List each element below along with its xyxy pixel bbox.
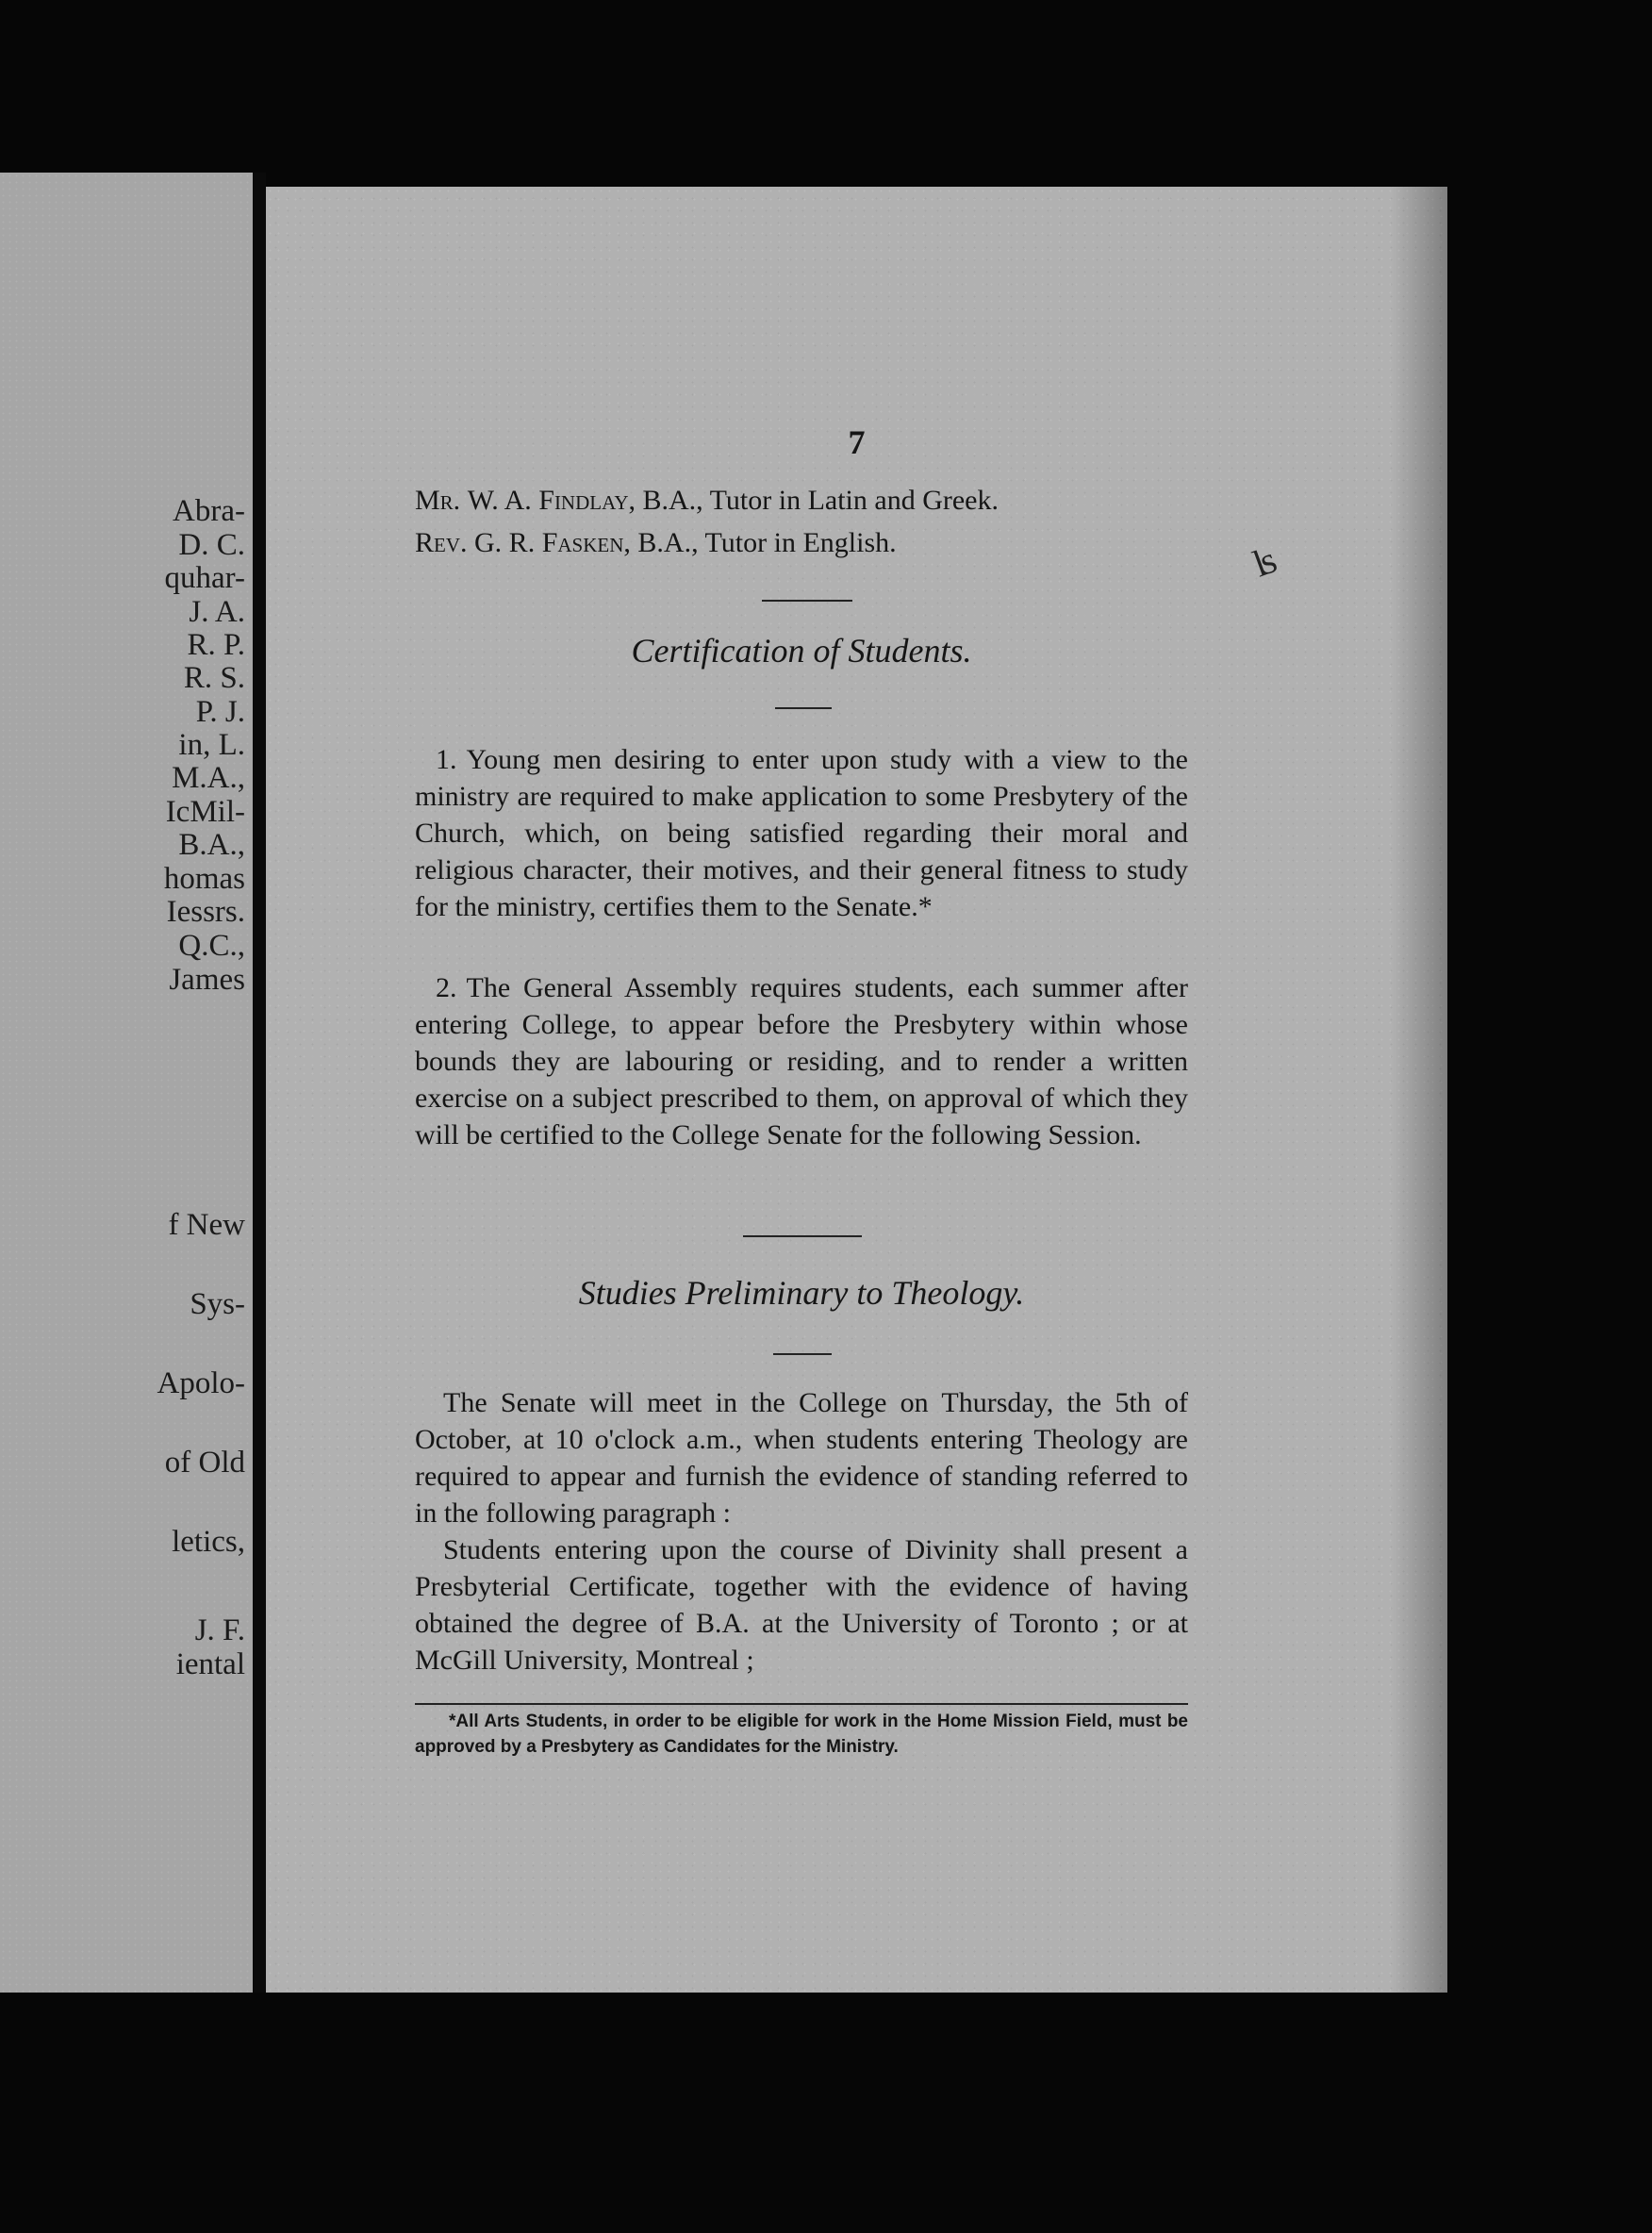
staff-title: Rev. — [415, 527, 468, 558]
footnote: *All Arts Students, in order to be eligible for work in the Home Mission Field, must be approved by a Presbytery as Candidates for the Ministry. — [415, 1712, 1188, 1757]
left-page-fragment: R. P. — [187, 628, 245, 662]
left-page-fragment: James — [169, 963, 245, 997]
left-page-fragment: f New — [168, 1208, 245, 1242]
page-number: 7 — [848, 423, 866, 461]
left-page-fragment: letics, — [172, 1525, 245, 1559]
left-page-fragment: in, L. — [178, 728, 245, 762]
left-page-fragment: quhar- — [164, 561, 245, 595]
left-page-fragment: Abra- — [173, 494, 245, 528]
staff-role: , B.A., Tutor in English. — [623, 527, 897, 558]
paragraph-certification-2 — [415, 969, 1188, 1153]
pencil-mark-icon: ʪ — [1247, 538, 1282, 586]
left-page-fragment: of Old — [164, 1446, 245, 1480]
left-page-fragment: Sys- — [190, 1287, 245, 1321]
paragraph-text: Young men desiring to enter upon study with a view to the ministry are required to make application to some Presbytery of the Church, which, on being satisfied regarding their moral and religious character, their motives, and their general fitness to study for the ministry, certifies them to the Senate.* — [415, 744, 1188, 922]
staff-role: , B.A., Tutor in Latin and Greek. — [628, 485, 999, 516]
paragraph-number: 2. — [436, 972, 457, 1003]
section-rule — [743, 1235, 862, 1237]
left-page-fragment: B.A., — [178, 828, 245, 862]
book-gutter — [253, 173, 266, 1993]
staff-name: W. A. Findlay — [467, 485, 629, 516]
staff-line — [415, 524, 897, 561]
footnote-rule — [415, 1703, 1188, 1705]
section-heading-certification: Certification of Students. — [631, 632, 972, 670]
staff-line — [415, 482, 999, 519]
left-page-fragment: R. S. — [183, 661, 245, 695]
staff-name: G. R. Fasken — [474, 527, 624, 558]
section-rule — [773, 1353, 832, 1355]
left-page-fragment: M.A., — [172, 761, 245, 795]
section-rule — [775, 707, 832, 709]
left-page-fragment: Q.C., — [178, 929, 245, 963]
left-page — [0, 173, 253, 1993]
section-rule — [762, 600, 852, 602]
left-page-fragment: Iessrs. — [166, 895, 245, 929]
left-page-fragment: Apolo- — [157, 1366, 245, 1400]
left-page-fragment: J. A. — [189, 595, 245, 629]
paragraph-text: The General Assembly requires students, each summer after entering College, to appear before the Presbytery within whose bounds they are labouring or residing, and to render a written exercise on a subject prescribed to them, on approval of which they will be certified to the College Senate for the following Session. — [415, 972, 1188, 1150]
paragraph-preliminary-1: The Senate will meet in the College on Thursday, the 5th of October, at 10 o'clock a.m., when students entering Theology are required to appear and furnish the evidence of standing referred to in the following paragraph : — [415, 1387, 1188, 1529]
left-page-fragment: homas — [163, 862, 245, 896]
staff-title: Mr. — [415, 485, 461, 516]
left-page-fragment: P. J. — [195, 695, 245, 729]
left-page-fragment: iental — [175, 1647, 245, 1681]
right-page — [266, 187, 1447, 1993]
section-heading-preliminary: Studies Preliminary to Theology. — [578, 1274, 1025, 1312]
left-page-fragment: J. F. — [194, 1613, 245, 1647]
left-page-fragment: D. C. — [178, 528, 245, 562]
left-page-fragment: IcMil- — [165, 795, 245, 829]
paragraph-preliminary-2: Students entering upon the course of Divinity shall present a Presbyterial Certificate, together with the evidence of having obtained the degree of B.A. at the University of Toronto ; or at McGill University, Montreal ; — [415, 1534, 1188, 1676]
paragraph-number: 1. — [436, 744, 457, 775]
paragraph-certification-1 — [415, 741, 1188, 925]
